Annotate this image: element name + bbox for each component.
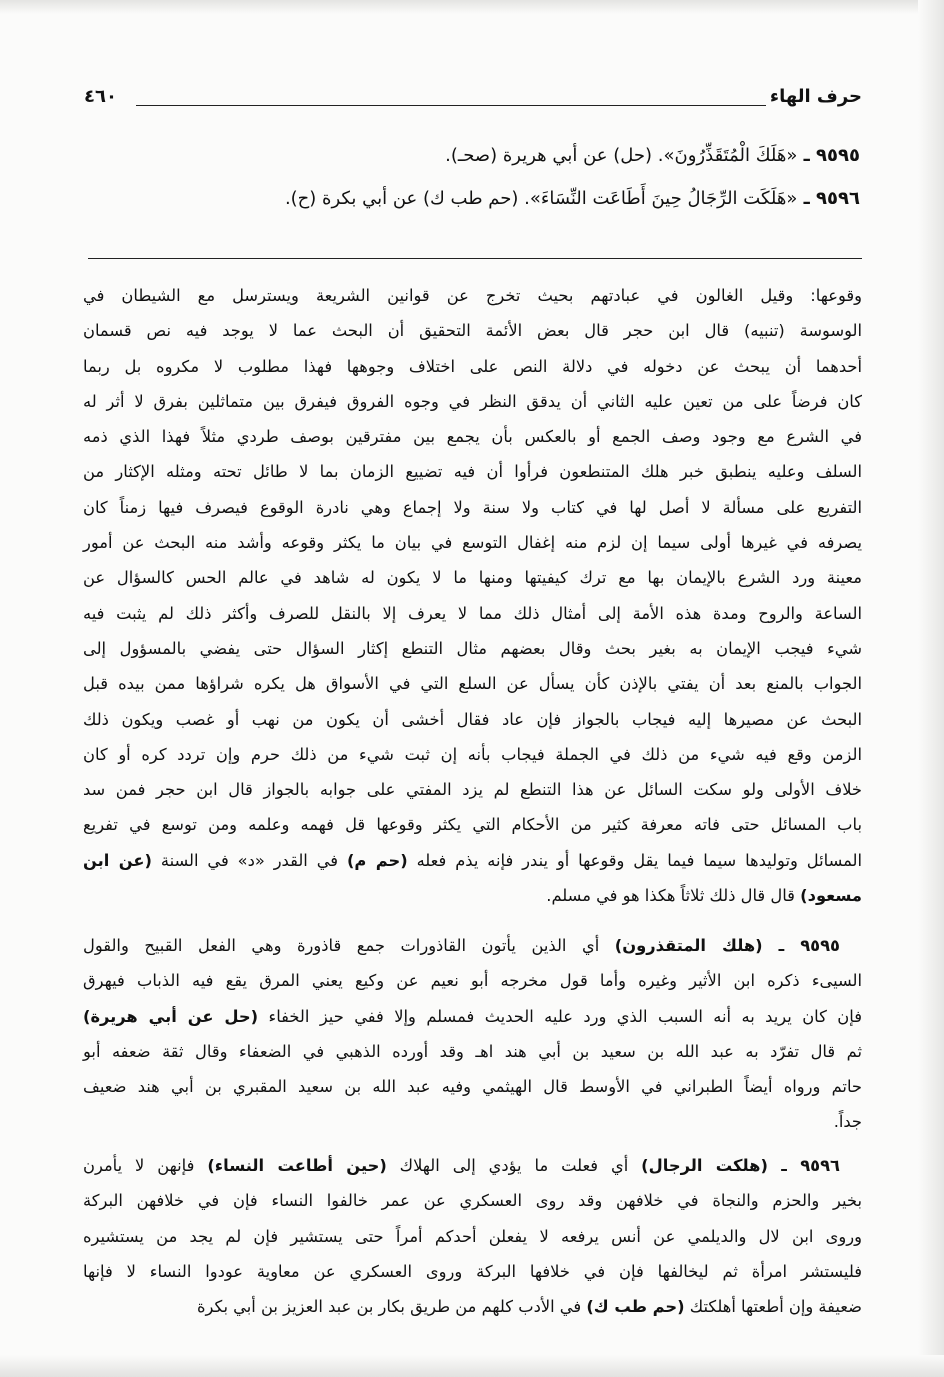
text-run: جداً. xyxy=(833,1112,862,1132)
text-run: فإنهن لا يأمرن xyxy=(83,1156,208,1175)
text-line xyxy=(83,702,862,737)
text-line xyxy=(83,1289,862,1324)
text-line xyxy=(83,419,862,454)
bold-text: (حم م) xyxy=(346,850,408,870)
text-run: بخير والحزم والنجاة في خلافهن وقد روى العسكري عن عمر خالفوا النساء فإن في خلافهن البركة xyxy=(83,1191,862,1211)
text-run: وروى ابن لال والديلمي عن أنس يرفعه لا يفعلن أحدكم أمراً حتى يستشير فإن لم يجد من يستشيره xyxy=(83,1226,862,1246)
text-line xyxy=(83,878,862,913)
text-line xyxy=(83,631,862,666)
hadith-text xyxy=(285,188,860,209)
text-line xyxy=(83,1148,862,1183)
page-number: ٤٦٠ xyxy=(84,86,117,107)
text-line xyxy=(83,384,862,419)
text-run: ثم قال تفرّد به عبد الله بن سعيد بن أبي هند اهـ وقد أورده الذهبي في الضعفاء وقال ثقة ضعفه أبو xyxy=(83,1041,862,1061)
text-run: «هَلَكَت الرِّجَالُ حِينَ أَطَاعَت النِّسَاءَ». (حم طب ك) عن أبي بكرة (ح). xyxy=(284,188,798,209)
text-run: فإن كان يريد به أنه السبب الذي ورد عليه الحديث فمسلم وإلا ففي حيز الخفاء xyxy=(258,1006,862,1026)
text-run: أي الذين يأتون القاذورات جمع قاذورة وهي الفعل القبيح والقول xyxy=(83,936,615,955)
text-line xyxy=(83,963,862,998)
bold-text: ٩٥٩٥ ـ xyxy=(797,145,860,166)
commentary-paragraph xyxy=(83,278,862,913)
text-line xyxy=(83,454,862,489)
text-run: المسائل وتوليدها سيما فيما يقل وقوعها أو يندر فإنه يذم فعله xyxy=(407,850,862,870)
footnote-separator xyxy=(88,258,862,259)
text-line xyxy=(83,349,862,384)
text-run: «هَلَكَ الْمُتَقَذِّرُونَ». (حل) عن أبي هريرة (صحـ). xyxy=(445,145,798,166)
text-run: باب المسائل حتى فاته معرفة كثير من الأحكام التي يكثر وقوعها قل فهمه وعلمه ومن توسع في تفريع xyxy=(83,815,862,835)
text-run: وقوعها: وقيل الغالون في عبادتهم بحيث تخرج عن قوانين الشريعة ويسترسل مع الشيطان في xyxy=(83,286,862,305)
text-run: السلف وعليه ينطبق خبر هلك المتنطعون فرأوا أن فيه تضييع الزمان بما لا طائل تحته ومثله الإكثار من xyxy=(83,462,862,482)
text-run: الزمن وقع فيه شيء من ذلك في الجملة فيجاب بأنه إن ثبت شيء من ذلك حرم وإن تردد كره أو كان xyxy=(83,744,862,764)
bold-text: (حم طب ك) xyxy=(586,1297,685,1317)
text-line xyxy=(83,596,862,631)
text-run: يصرفه في غيرها أولى سيما إن لزم منه إغفال التوسع في بيان ما يكثر وقوعه وأشد منه البحث عن أمور xyxy=(83,533,862,553)
commentary-paragraph xyxy=(83,1148,862,1324)
text-run: فليستشر امرأة ثم ليخالفها فإن في خلافها البركة وروى العسكري عن معاوية عودوا النساء لا فإنها xyxy=(83,1261,862,1281)
text-run: السيىء ذكره ابن الأثير وغيره وأما قول مخرجه أبو نعيم عن وكيع يعني المرق يقع فيه الذباب فيهرق xyxy=(83,971,862,991)
bold-text: (حين أطاعت النساء) xyxy=(207,1156,387,1175)
text-line xyxy=(83,666,862,701)
text-line xyxy=(83,490,862,525)
text-run: في القدر «د» في السنة xyxy=(151,850,347,870)
bold-text: مسعود) xyxy=(800,886,862,906)
text-line xyxy=(83,843,862,878)
text-run: البحث عن مصيرها إليه فيجاب بالجواز فإن عاد فقال أخشى أن يكون من نهب أو غصب ويكون ذلك xyxy=(83,709,862,729)
header-rule xyxy=(136,105,766,106)
text-run: ضعيفة وإن أطعتها أهلكتك xyxy=(684,1297,862,1317)
text-run: معينة ورد الشرع بالإيمان بها مع ترك كيفيتها ومنها ما لا يكون له شاهد في عالم الحس كالسؤال عن xyxy=(83,568,862,588)
text-run: التفريع على مسألة لا أصل لها في كتاب ولا سنة ولا إجماع وهي نادرة الوقوع فيصرف فيها زمناً كان xyxy=(83,497,862,517)
bold-text: (حل عن أبي هريرة) xyxy=(83,1006,259,1026)
text-run: حاتم ورواه أيضاً الطبراني في الأوسط قال الهيثمي وفيه عبد الله بن سعيد المقبري بن أبي هند ضعيف xyxy=(83,1077,862,1097)
text-line xyxy=(83,737,862,772)
text-run: كان فرضاً على من تعين عليه الثاني أن يدقق النظر في وجوه الفروق فيفرق بين متماثلين بفرق لا أثر له xyxy=(83,391,862,411)
text-run: أي فعلت ما يؤدي إلى الهلاك xyxy=(386,1156,642,1175)
text-line xyxy=(83,928,862,963)
hadith-text xyxy=(445,145,860,166)
scan-edge-top xyxy=(0,0,944,14)
text-line xyxy=(83,278,862,313)
text-run: الساعة والروح ومدة هذه الأمة إلى أمثال ذلك مما لا يعرف إلا بالنقل للصرف وأكثر ذلك لم يثبت فيه xyxy=(83,603,862,623)
bold-text: ٩٥٩٥ ـ (هلك المتقذرون) xyxy=(614,936,840,955)
text-line xyxy=(83,1034,862,1069)
text-run: أحدهما أن يبحث عن دخوله في دلالة النص على اختلاف وجوهها فهذا مطلوب لا مكروه بل ربما xyxy=(83,356,862,376)
text-line xyxy=(83,313,862,348)
text-line xyxy=(83,1219,862,1254)
text-run: الجواب بالمنع بعد أن يفتي بالإذن كأن يسأل عن السلع التي في الأسواق هل يكره شراؤها ممن بيده قبل xyxy=(83,674,862,694)
running-title: حرف الهاء xyxy=(769,86,862,107)
scan-edge-right xyxy=(918,0,944,1377)
text-run: خلاف الأولى ولو سكت السائل عن هذا التنطع لم يزد المفتي على جوابه بالجواز قال ابن حجر فمن سد xyxy=(83,780,862,800)
text-run: شيء فيجب الإيمان به بغير بحث وقال بعضهم مثال التنطع إكثار السؤال حتى يفضي بالمسؤول إلى xyxy=(83,638,862,658)
text-line xyxy=(83,1183,862,1218)
bold-text: ٩٥٩٦ ـ (هلكت الرجال) xyxy=(641,1156,840,1175)
bold-text: ٩٥٩٦ ـ xyxy=(797,188,860,209)
text-line xyxy=(83,999,862,1034)
page-header xyxy=(84,86,862,116)
commentary-paragraph xyxy=(83,928,862,1140)
text-run: في الشرع مع وجود وصف الجمع أو بالعكس بأن يجمع بين مفترقين بوصف طردي مثلاً فهذا الذي ذمه xyxy=(83,427,862,447)
text-run: في الأدب كلهم من طريق بكار بن عبد العزيز بن أبي بكرة xyxy=(196,1297,587,1317)
text-line xyxy=(83,560,862,595)
text-run: قال قال ذلك ثلاثاً هكذا هو في مسلم. xyxy=(546,886,801,906)
text-line xyxy=(83,525,862,560)
text-line xyxy=(83,1254,862,1289)
text-line xyxy=(83,1069,862,1104)
bold-text: (عن ابن xyxy=(83,850,152,870)
text-line xyxy=(83,1104,862,1139)
scan-edge-bottom xyxy=(0,1355,944,1377)
text-line xyxy=(83,772,862,807)
text-run: الوسوسة (تنبيه) قال ابن حجر قال بعض الأئمة التحقيق أن البحث عما لا يوجد فيه نص قسمان xyxy=(83,321,862,341)
text-line xyxy=(83,807,862,842)
